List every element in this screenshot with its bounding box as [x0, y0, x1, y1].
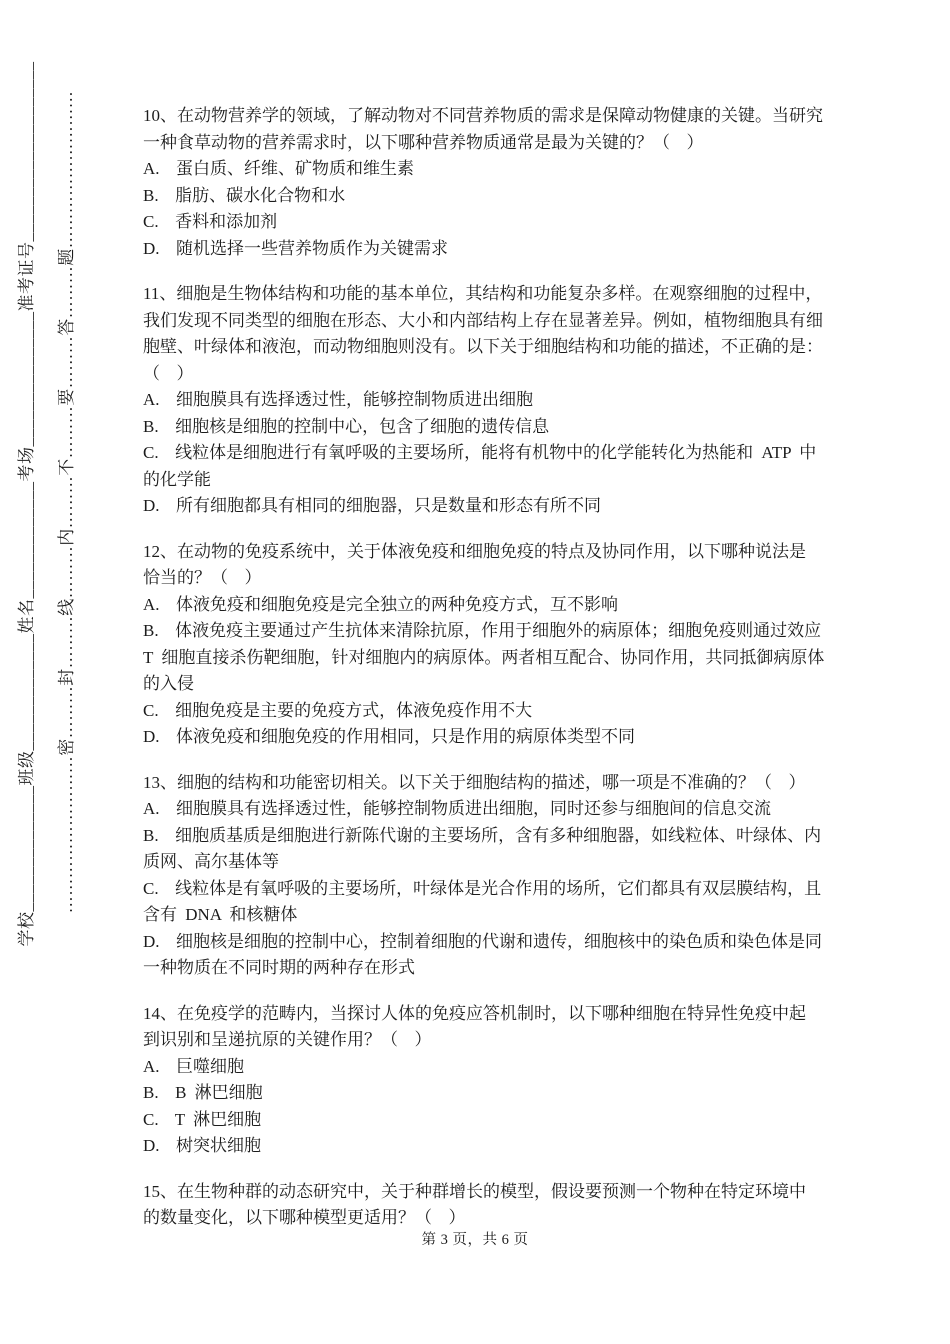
option-line: A. 蛋白质、纤维、矿物质和维生素 — [143, 159, 415, 178]
option-line: C. T 淋巴细胞 — [143, 1109, 262, 1129]
question-stem-line: 12、在动物的免疫系统中，关于体液免疫和细胞免疫的特点及协同作用，以下哪种说法是 — [143, 541, 806, 561]
option-line: D. 随机选择一些营养物质作为关键需求 — [143, 238, 449, 258]
question-text-line: 一种食草动物的营养需求时，以下哪种营养物质通常是最为关键的？（ ） — [143, 132, 704, 152]
option-line: D. 细胞核是细胞的控制中心，控制着细胞的代谢和遗传，细胞核中的染色质和染色体是同 — [143, 931, 823, 951]
question-text-line: 一种物质在不同时期的两种存在形式 — [143, 958, 415, 977]
option-line: C. 线粒体是细胞进行有氧呼吸的主要场所，能将有机物中的化学能转化为热能和 ATP 中 — [143, 443, 817, 462]
question-text-line: （ ） — [143, 363, 194, 383]
question-12 — [143, 539, 843, 751]
option-line: D. 树突状细胞 — [143, 1136, 262, 1155]
question-stem-line: 15、在生物种群的动态研究中，关于种群增长的模型，假设要预测一个物种在特定环境中 — [143, 1181, 806, 1201]
option-line: B. 细胞核是细胞的控制中心，包含了细胞的遗传信息 — [143, 416, 550, 436]
question-stem-line: 10、在动物营养学的领域，了解动物对不同营养物质的需求是保障动物健康的关键。当研究 — [143, 106, 823, 125]
option-line: C. 线粒体是有氧呼吸的主要场所，叶绿体是光合作用的场所，它们都具有双层膜结构，且 — [143, 878, 822, 898]
student-info-fields: 学校______________班级_____________姓名_____________考场_______________准考证号____________________ — [17, 61, 36, 947]
option-line: B. 脂肪、碳水化合物和水 — [143, 185, 346, 205]
question-15 — [143, 1179, 843, 1232]
question-11 — [143, 281, 843, 520]
option-line: A. 细胞膜具有选择透过性，能够控制物质进出细胞，同时还参与细胞间的信息交流 — [143, 799, 772, 818]
option-line: A. 巨噬细胞 — [143, 1056, 245, 1076]
question-text-line: 含有 DNA 和核糖体 — [143, 905, 298, 924]
option-line: C. 细胞免疫是主要的免疫方式，体液免疫作用不大 — [143, 700, 533, 720]
option-line: A. 体液免疫和细胞免疫是完全独立的两种免疫方式，互不影响 — [143, 594, 619, 614]
option-line: B. B 淋巴细胞 — [143, 1083, 263, 1102]
question-text-line: 的入侵 — [143, 674, 194, 693]
option-line: D. 所有细胞都具有相同的细胞器，只是数量和形态有所不同 — [143, 496, 602, 515]
question-text-line: 我们发现不同类型的细胞在形态、大小和内部结构上存在显著差异。例如，植物细胞具有细 — [143, 310, 823, 330]
option-line: A. 细胞膜具有选择透过性，能够控制物质进出细胞 — [143, 390, 534, 409]
question-14 — [143, 1001, 843, 1160]
question-text-line: 的数量变化，以下哪种模型更适用？（ ） — [143, 1208, 466, 1227]
question-stem-line: 13、细胞的结构和功能密切相关。以下关于细胞结构的描述，哪一项是不准确的？（ ） — [143, 772, 806, 792]
page-number: 第 3 页，共 6 页 — [421, 1232, 529, 1248]
seal-line: ………………………密………封………线………内………不………要………答………题……………………… — [57, 90, 76, 914]
option-line: B. 细胞质基质是细胞进行新陈代谢的主要场所，含有多种细胞器，如线粒体、叶绿体、内 — [143, 825, 822, 845]
question-text-line: 恰当的？（ ） — [143, 568, 262, 587]
option-line: D. 体液免疫和细胞免疫的作用相同，只是作用的病原体类型不同 — [143, 727, 636, 746]
question-text-line: T 细胞直接杀伤靶细胞，针对细胞内的病原体。两者相互配合、协同作用，共同抵御病原体 — [143, 647, 825, 667]
question-13 — [143, 770, 843, 982]
question-stem-line: 11、细胞是生物体结构和功能的基本单位，其结构和功能复杂多样。在观察细胞的过程中， — [143, 284, 823, 303]
question-text-line: 到识别和呈递抗原的关键作用？（ ） — [143, 1030, 432, 1049]
question-10 — [143, 103, 843, 262]
question-stem-line: 14、在免疫学的范畴内，当探讨人体的免疫应答机制时，以下哪种细胞在特异性免疫中起 — [143, 1003, 806, 1023]
option-line: B. 体液免疫主要通过产生抗体来清除抗原，作用于细胞外的病原体；细胞免疫则通过效应 — [143, 621, 822, 640]
question-text-line: 胞壁、叶绿体和液泡，而动物细胞则没有。以下关于细胞结构和功能的描述，不正确的是： — [143, 337, 823, 356]
question-text-line: 的化学能 — [143, 469, 211, 489]
question-text-line: 质网、高尔基体等 — [143, 852, 279, 871]
questions-area — [143, 103, 843, 1251]
option-line: C. 香料和添加剂 — [143, 212, 278, 231]
